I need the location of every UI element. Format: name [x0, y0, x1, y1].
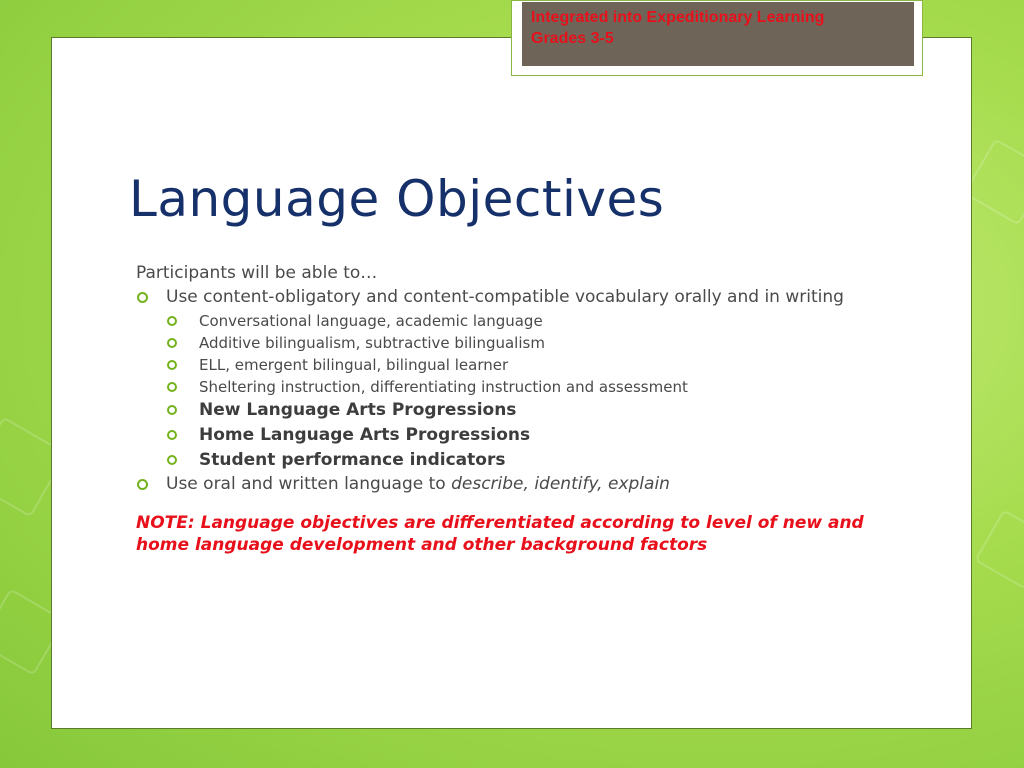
- bullet-icon: [167, 405, 177, 415]
- sub-list-item: [166, 424, 876, 446]
- background-hexagon: [974, 509, 1024, 590]
- sub-list-item: [166, 377, 876, 397]
- sub-list-item: [166, 333, 876, 353]
- list-item-italic-text: describe, identify, explain: [451, 474, 670, 494]
- grade-tag: [522, 2, 914, 66]
- bullet-icon: [167, 455, 177, 465]
- sub-list-item-text: Sheltering instruction, differentiating instruction and assessment: [199, 378, 688, 396]
- sub-list-item-text: Home Language Arts Progressions: [199, 425, 531, 445]
- list-item: [136, 474, 876, 494]
- intro-text: Participants will be able to…: [136, 263, 378, 283]
- sub-list-item-text: Student performance indicators: [199, 450, 506, 470]
- tag-line-1: Integrated into Expeditionary Learning: [531, 9, 825, 26]
- sub-list-item-text: Conversational language, academic language: [199, 312, 543, 330]
- bullet-icon: [167, 338, 177, 348]
- slide-title: Language Objectives: [129, 170, 665, 228]
- sub-list-item-text: ELL, emergent bilingual, bilingual learner: [199, 356, 509, 374]
- sub-list-item: [166, 311, 876, 331]
- bullet-icon: [167, 360, 177, 370]
- list-item: [136, 287, 876, 307]
- list-item-text: Use oral and written language to: [166, 474, 452, 494]
- sub-list-item: [166, 449, 876, 471]
- bullet-icon: [167, 316, 177, 326]
- note-text: NOTE: Language objectives are differentiated according to level of new and home language development and other background factors: [136, 513, 864, 555]
- slide-body: [136, 262, 876, 556]
- sub-list-item: [166, 399, 876, 421]
- bullet-icon: [167, 430, 177, 440]
- list-item-text: Use content-obligatory and content-compatible vocabulary orally and in writing: [166, 287, 844, 307]
- sub-list-item: [166, 355, 876, 375]
- tag-line-2: Grades 3-5: [531, 30, 614, 47]
- sub-list-item-text: New Language Arts Progressions: [199, 400, 517, 420]
- sub-list-item-text: Additive bilingualism, subtractive bilingualism: [199, 334, 545, 352]
- bullet-icon: [137, 479, 148, 490]
- bullet-icon: [167, 382, 177, 392]
- bullet-icon: [137, 292, 148, 303]
- background-hexagon: [963, 138, 1024, 225]
